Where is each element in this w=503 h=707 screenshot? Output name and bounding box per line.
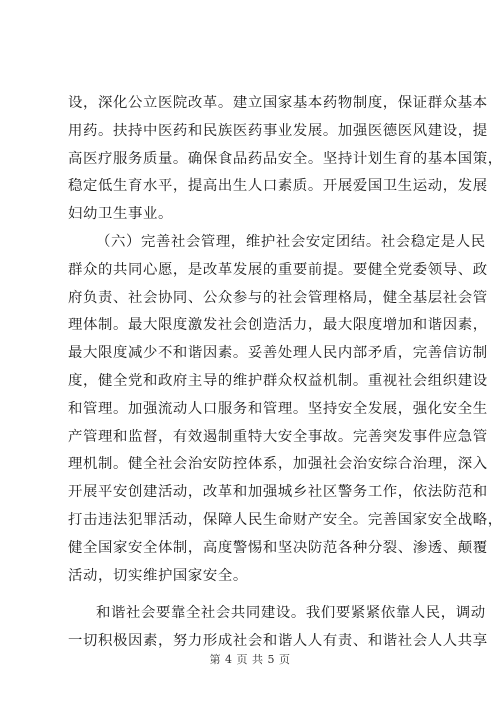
- text-line: 开展平安创建活动，改革和加强城乡社区警务工作，依法防范和: [68, 484, 488, 501]
- text-line: 健全国家安全体制，高度警惕和坚决防范各种分裂、渗透、颠覆: [68, 539, 488, 556]
- text-line: 妇幼卫生事业。: [68, 206, 173, 223]
- text-line: 高医疗服务质量。确保食品药品安全。坚持计划生育的基本国策，: [68, 150, 503, 167]
- text-line: 用药。扶持中医药和民族医药事业发展。加强医德医风建设，提: [68, 122, 488, 139]
- text-line: 和管理。加强流动人口服务和管理。坚持安全发展，强化安全生: [68, 400, 488, 417]
- text-line: 群众的共同心愿，是改革发展的重要前提。要健全党委领导、政: [68, 261, 488, 278]
- text-line: 打击违法犯罪活动，保障人民生命财产安全。完善国家安全战略，: [68, 511, 503, 528]
- paragraph-spacer: [68, 590, 436, 600]
- paragraph-social-management: [68, 229, 503, 590]
- document-body: [68, 90, 503, 656]
- text-line: （六）完善社会管理，维护社会安定团结。社会稳定是人民: [96, 233, 486, 250]
- text-line: 最大限度减少不和谐因素。妥善处理人民内部矛盾，完善信访制: [68, 345, 488, 362]
- text-line: 理机制。健全社会治安防控体系，加强社会治安综合治理，深入: [68, 456, 488, 473]
- text-line: 理体制。最大限度激发社会创造活力，最大限度增加和谐因素，: [68, 317, 488, 334]
- text-line: 府负责、社会协同、公众参与的社会管理格局，健全基层社会管: [68, 289, 488, 306]
- text-line: 一切积极因素，努力形成社会和谐人人有责、和谐社会人人共享: [68, 633, 488, 650]
- text-line: 和谐社会要靠全社会共同建设。我们要紧紧依靠人民，调动: [96, 605, 486, 622]
- text-line: 产管理和监督，有效遏制重特大安全事故。完善突发事件应急管: [68, 428, 488, 445]
- text-line: 稳定低生育水平，提高出生人口素质。开展爱国卫生运动，发展: [68, 178, 488, 195]
- text-line: 设，深化公立医院改革。建立国家基本药物制度，保证群众基本: [68, 95, 488, 111]
- text-line: 活动，切实维护国家安全。: [68, 567, 248, 584]
- paragraph-harmonious-society: [68, 600, 488, 656]
- page-number-footer: 第 4 页 共 5 页: [209, 653, 291, 666]
- text-line: 度，健全党和政府主导的维护群众权益机制。重视社会组织建设: [68, 372, 488, 389]
- paragraph-health: [68, 90, 503, 229]
